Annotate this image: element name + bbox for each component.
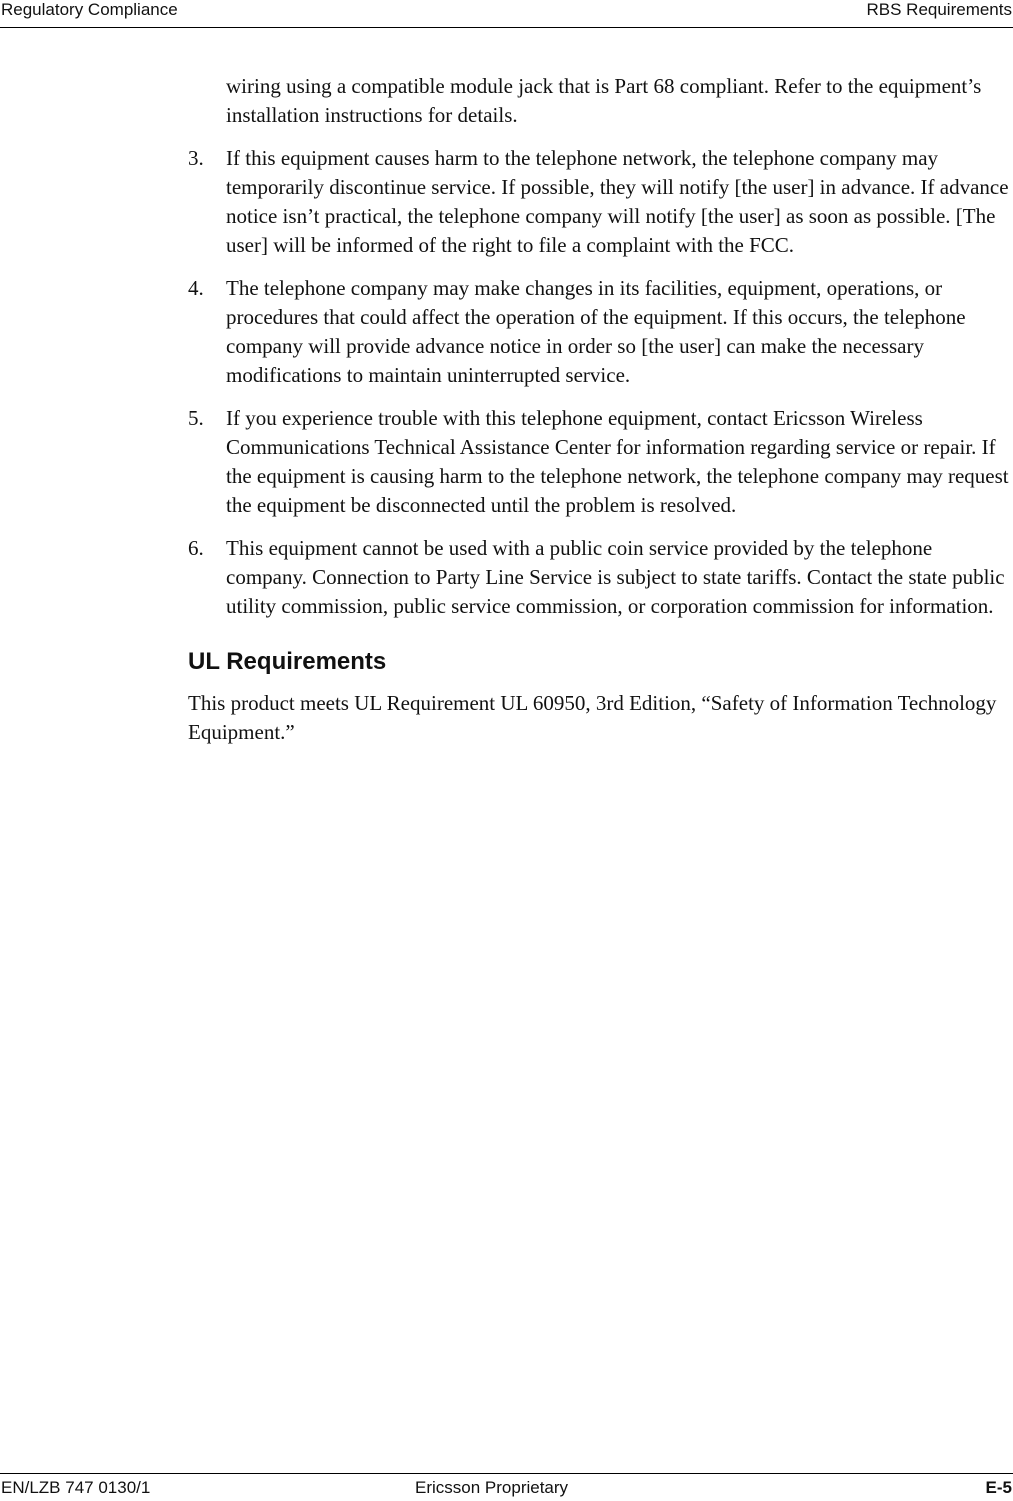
ul-requirements-paragraph: This product meets UL Requirement UL 60950, 3rd Edition, “Safety of Information Technology Equipment.”	[188, 691, 997, 744]
list-item	[188, 534, 1013, 621]
list-item-text: If this equipment causes harm to the telephone network, the telephone company may temporarily discontinue service. If possible, they will notify [the user] in advance. If advance notice isn’t practical, the telephone company will notify [the user] as soon as possible. [The user] will be informed of the right to file a complaint with the FCC.	[226, 146, 1009, 257]
list-item-text: This equipment cannot be used with a public coin service provided by the telephone company. Connection to Party Line Service is subject to state tariffs. Contact the state public utility commission, public service commission, or corporation commission for information.	[226, 536, 1005, 618]
header-section-title: RBS Requirements	[866, 0, 1012, 19]
list-item-number: 5.	[188, 406, 204, 430]
list-item-text: If you experience trouble with this telephone equipment, contact Ericsson Wireless Communications Technical Assistance Center for information regarding service or repair. If the equipment is causing harm to the telephone network, the telephone company may request the equipment be disconnected until the problem is resolved.	[226, 406, 1009, 517]
list-item-number: 4.	[188, 276, 204, 300]
ul-requirements-heading: UL Requirements	[188, 648, 387, 675]
page-content	[188, 72, 1013, 747]
numbered-list	[188, 144, 1013, 621]
list-item	[188, 404, 1013, 520]
list-item-text: The telephone company may make changes in its facilities, equipment, operations, or procedures that could affect the operation of the equipment. If this occurs, the telephone company will provide advance notice in order so [the user] can make the necessary modifications to maintain uninterrupted service.	[226, 276, 966, 387]
footer-document-id: EN/LZB 747 0130/1	[1, 1478, 151, 1497]
footer-proprietary-notice: Ericsson Proprietary	[415, 1478, 569, 1497]
page-header	[0, 0, 1013, 28]
list-item-number: 6.	[188, 536, 204, 560]
continued-list-paragraph: wiring using a compatible module jack that is Part 68 compliant. Refer to the equipment’s installation instructions for details.	[226, 74, 982, 127]
page-footer	[0, 1473, 1013, 1501]
list-item	[188, 274, 1013, 390]
footer-page-number: E-5	[985, 1478, 1012, 1497]
list-item-number: 3.	[188, 146, 204, 170]
header-chapter-title: Regulatory Compliance	[1, 0, 178, 19]
list-item	[188, 144, 1013, 260]
